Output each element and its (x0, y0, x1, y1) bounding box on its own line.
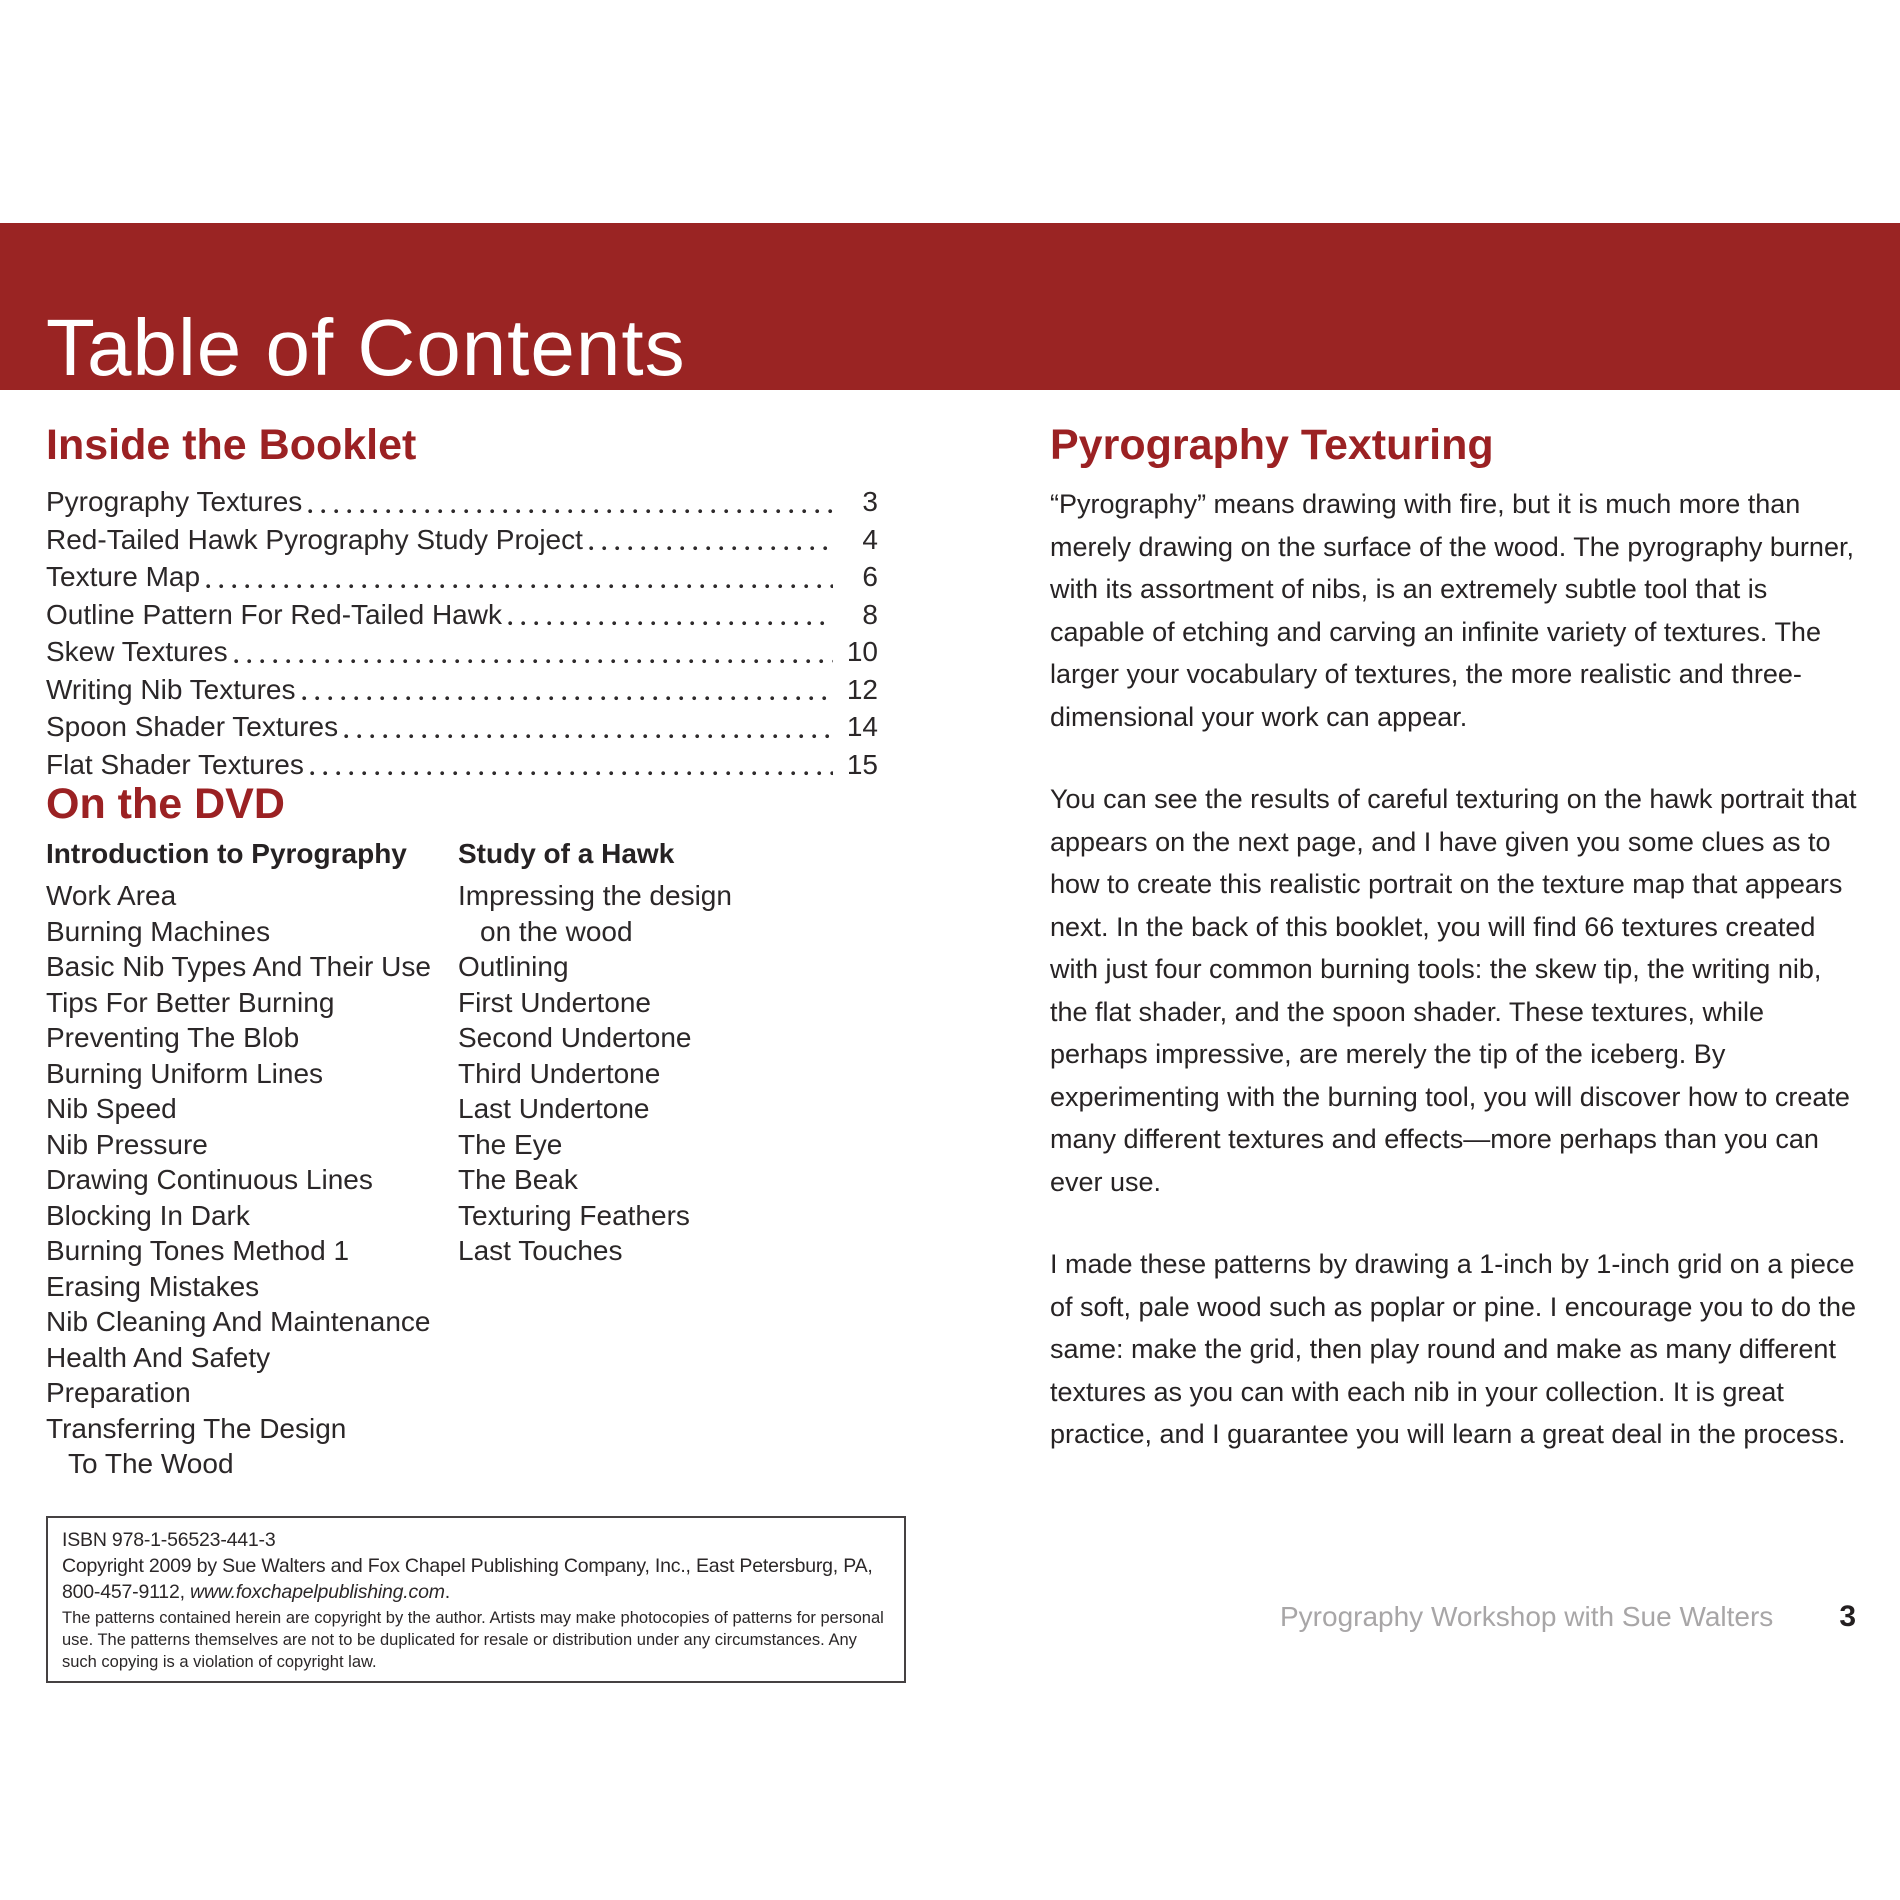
on-dvd-heading: On the DVD (46, 780, 285, 828)
toc-entry (46, 521, 878, 559)
toc-entry (46, 671, 878, 709)
title-banner (0, 223, 1900, 390)
dvd-item: Preparation (46, 1377, 191, 1409)
dotted-leader (308, 509, 833, 514)
toc-entry-page: 4 (862, 523, 878, 555)
dotted-leader (302, 696, 834, 701)
left-column (46, 421, 878, 1482)
footer-book-title: Pyrography Workshop with Sue Walters (1280, 1601, 1774, 1632)
toc-entry (46, 708, 878, 746)
page-footer (1280, 1600, 1856, 1634)
dvd-item: Burning Tones Method 1 (46, 1235, 350, 1267)
toc-entry-page: 15 (846, 748, 878, 780)
dotted-leader (310, 771, 833, 776)
dvd-item: The Beak (458, 1164, 578, 1196)
dvd-item: Nib Pressure (46, 1128, 208, 1160)
dvd-item: Basic Nib Types And Their Use (46, 951, 431, 983)
dvd-item: Transferring The Design (46, 1412, 347, 1444)
dvd-item: To The Wood (68, 1448, 234, 1480)
dvd-item: Health And Safety (46, 1341, 271, 1373)
toc-entry-page: 10 (846, 636, 878, 667)
toc-entry (46, 633, 878, 671)
dvd-item: Burning Uniform Lines (46, 1057, 324, 1089)
dvd-item: Blocking In Dark (46, 1199, 250, 1231)
isbn-line: ISBN 978-1-56523-441-3 (62, 1529, 276, 1551)
dotted-leader (344, 734, 833, 739)
dotted-leader (206, 584, 833, 589)
dvd-item: Burning Machines (46, 915, 271, 947)
toc-entry-label: Writing Nib Textures (46, 673, 296, 705)
inside-booklet-heading: Inside the Booklet (46, 421, 417, 469)
toc-entry (46, 483, 878, 521)
dvd-item: Drawing Continuous Lines (46, 1164, 373, 1196)
dvd-item: Last Undertone (458, 1093, 650, 1125)
legal-text: The patterns contained herein are copyright by the author. Artists may make photocopies of patterns for personal use. The patterns themselves are not to be duplicated for resale or distribution under any circumstances. Any such copying is a violation of copyright law. (62, 1609, 884, 1671)
toc-list (46, 483, 878, 783)
dvd-item: Tips For Better Burning (46, 986, 335, 1018)
dvd-item: Outlining (458, 951, 569, 983)
dotted-leader (234, 659, 833, 664)
phone-website-line (62, 1579, 891, 1605)
toc-entry-page: 8 (862, 598, 878, 630)
dvd-item: Work Area (46, 880, 177, 912)
toc-entry-page: 6 (862, 561, 878, 592)
toc-entry (46, 596, 878, 634)
dvd-item: on the wood (480, 915, 633, 947)
toc-entry-label: Texture Map (46, 561, 201, 592)
dvd-item: The Eye (458, 1128, 563, 1160)
copyright-box (46, 1516, 906, 1683)
dvd-item: Second Undertone (458, 1022, 692, 1054)
toc-entry (46, 746, 878, 784)
toc-entry-page: 12 (846, 673, 878, 705)
dvd-item: First Undertone (458, 986, 651, 1018)
dvd-subheading: Study of a Hawk (458, 838, 675, 869)
dvd-column-study-of-a-hawk (458, 838, 878, 1482)
dvd-item: Nib Cleaning And Maintenance (46, 1306, 431, 1338)
dvd-item: Nib Speed (46, 1093, 177, 1125)
dvd-column-introduction (46, 838, 458, 1482)
period: . (444, 1581, 450, 1603)
right-column (1050, 421, 1858, 1496)
dvd-item: Texturing Feathers (458, 1199, 690, 1231)
dvd-columns (46, 838, 878, 1482)
toc-entry-label: Red-Tailed Hawk Pyrography Study Project (46, 523, 583, 555)
copyright-line: Copyright 2009 by Sue Walters and Fox Chapel Publishing Company, Inc., East Petersburg, PA, (62, 1555, 873, 1577)
page-title: Table of Contents (46, 303, 686, 392)
toc-entry-page: 3 (862, 486, 878, 517)
dvd-item: Impressing the design (458, 880, 732, 912)
publisher-website: www.foxchapelpublishing.com (190, 1581, 445, 1603)
toc-entry-label: Spoon Shader Textures (46, 711, 339, 742)
dotted-leader (589, 546, 833, 551)
phone-number: 800-457-9112, (62, 1581, 191, 1603)
footer-page-number: 3 (1839, 1600, 1856, 1633)
toc-entry-label: Pyrography Textures (46, 486, 303, 517)
toc-entry (46, 558, 878, 596)
texturing-paragraph-1: “Pyrography” means drawing with fire, but it is much more than merely drawing on the surface of the wood. The pyrography burner, with its assortment of nibs, is an extremely subtle tool that is capable of etching and carving an infinite variety of textures. The larger your vocabulary of textures, the more realistic and three-dimensional your work can appear. (1050, 489, 1854, 732)
dotted-leader (508, 621, 833, 626)
dvd-item: Third Undertone (458, 1057, 661, 1089)
texturing-heading: Pyrography Texturing (1050, 421, 1494, 469)
texturing-paragraph-2: You can see the results of careful texturing on the hawk portrait that appears on the next page, and I have given you some clues as to how to create this realistic portrait on the texture map that appears next. In the back of this booklet, you will find 66 textures created with just four common burning tools: the skew tip, the writing nib, the flat shader, and the spoon shader. These textures, while perhaps impressive, are merely the tip of the iceberg. By experimenting with the burning tool, you will discover how to create many different textures and effects—more perhaps than you can ever use. (1050, 784, 1857, 1197)
dvd-item: Erasing Mistakes (46, 1270, 260, 1302)
toc-entry-label: Skew Textures (46, 636, 228, 667)
texturing-paragraph-3: I made these patterns by drawing a 1-inch by 1-inch grid on a piece of soft, pale wood such as poplar or pine. I encourage you to do the same: make the grid, then play round and make as many different textures as you can with each nib in your collection. It is great practice, and I guarantee you will learn a great deal in the process. (1050, 1249, 1857, 1449)
toc-entry-label: Outline Pattern For Red-Tailed Hawk (46, 598, 502, 630)
dvd-item: Last Touches (458, 1235, 623, 1267)
dvd-item: Preventing The Blob (46, 1022, 300, 1054)
dvd-subheading: Introduction to Pyrography (46, 838, 407, 869)
toc-entry-label: Flat Shader Textures (46, 748, 304, 780)
toc-entry-page: 14 (846, 711, 878, 742)
